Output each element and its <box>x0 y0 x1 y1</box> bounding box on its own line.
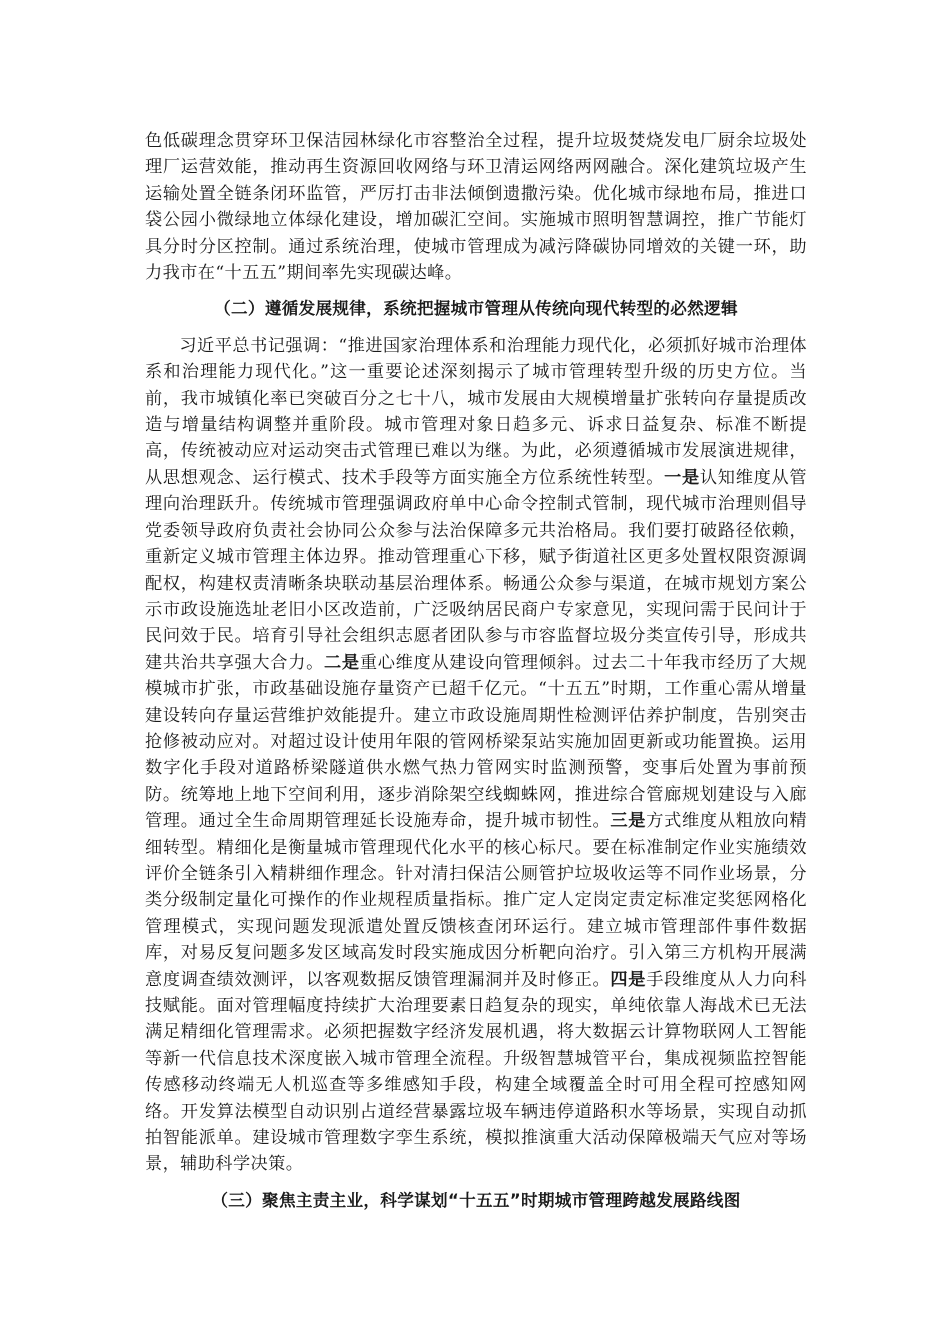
lead-marker: 三是 <box>610 811 647 832</box>
point-text: 手段维度从人力向科技赋能。面对管理幅度持续扩大治理要素日趋复杂的现实，单纯依靠人海战术已无法满足精细化管理需求。必须把握数字经济发展机遇，将大数据云计算物联网人工智能等新一代信息技术深度嵌入城市管理全流程。升级智慧城管平台，集成视频监控智能传感移动终端无人机巡查等多维感知手段，构建全域覆盖全时可用全程可控感知网络。开发算法模型自动识别占道经营暴露垃圾车辆违停道路积水等场景，实现自动抓拍智能派单。建设城市管理数字孪生系统，模拟推演重大活动保障极端天气应对等场景，辅助科学决策。 <box>145 969 808 1175</box>
lead-marker: 一是 <box>664 467 700 488</box>
paragraph-intro: 习近平总书记强调：“推进国家治理体系和治理能力现代化，必须抓好城市治理体系和治理能力现代化。”这一重要论述深刻揭示了城市管理转型升级的历史方位。当前，我市城镇化率已突破百分之七十八，城市发展由大规模增量扩张转向存量提质改造与增量结构调整并重阶段。城市管理对象日趋多元、诉求日益复杂、标准不断提高，传统被动应对运动突击式管理已难以为继。为此，必须遵循城市发展演进规律，从思想观念、运行模式、技术手段等方面实施全方位系统性转型。 <box>145 335 807 488</box>
point-text: 认知维度从管理向治理跃升。传统城市管理强调政府单中心命令控制式管制，现代城市治理则倡导党委领导政府负责社会协同公众参与法治保障多元共治格局。我们要打破路径依赖，重新定义城市管理主体边界。推动管理重心下移，赋予街道社区更多处置权限资源调配权，构建权责清晰条块联动基层治理体系。畅通公众参与渠道，在城市规划方案公示市政设施选址老旧小区改造前，广泛吸纳居民商户专家意见，实现问需于民问计于民问效于民。培育引导社会组织志愿者团队参与市容监督垃圾分类宣传引导，形成共建共治共享强大合力。 <box>145 467 807 673</box>
lead-marker: 二是 <box>324 652 360 673</box>
body-paragraph <box>145 333 807 1178</box>
section-heading: （三）聚焦主责主业，科学谋划“十五五”时期城市管理跨越发展路线图 <box>211 1190 741 1210</box>
point-text: 方式维度从粗放向精细转型。精细化是衡量城市管理现代化水平的核心标尺。要在标准制定作业实施绩效评价全链条引入精耕细作理念。针对清扫保洁公厕管护垃圾收运等不同作业场景，分类分级制定量化可操作的作业规程质量指标。推广定人定岗定责定标准定奖惩网格化管理模式，实现问题发现派遣处置反馈核查闭环运行。建立城市管理部件事件数据库，对易反复问题多发区域高发时段实施成因分析靶向治疗。引入第三方机构开展满意度调查绩效测评，以客观数据反馈管理漏洞并及时修正。 <box>145 811 808 990</box>
document-page <box>145 128 807 1214</box>
point-text: 重心维度从建设向管理倾斜。过去二十年我市经历了大规模城市扩张，市政基础设施存量资产已超千亿元。“十五五”时期，工作重心需从增量建设转向存量运营维护效能提升。建立市政设施周期性检测评估养护制度，告别突击抢修被动应对。对超过设计使用年限的管网桥梁泵站实施加固更新或功能置换。运用数字化手段对道路桥梁隧道供水燃气热力管网实时监测预警，变事后处置为事前预防。统筹地上地下空间利用，逐步消除架空线蜘蛛网，推进综合管廊规划建设与入廊管理。通过全生命周期管理延长设施寿命，提升城市韧性。 <box>145 652 807 832</box>
lead-marker: 四是 <box>610 969 647 990</box>
body-paragraph: 色低碳理念贯穿环卫保洁园林绿化市容整治全过程，提升垃圾焚烧发电厂厨余垃圾处理厂运营效能，推动再生资源回收网络与环卫清运网络两网融合。深化建筑垃圾产生运输处置全链条闭环监管，严厉打击非法倾倒遗撒污染。优化城市绿地布局，推进口袋公园小微绿地立体绿化建设，增加碳汇空间。实施城市照明智慧调控，推广节能灯具分时分区控制。通过系统治理，使城市管理成为减污降碳协同增效的关键一环，助力我市在“十五五”期间率先实现碳达峰。 <box>145 131 807 284</box>
section-heading: （二）遵循发展规律，系统把握城市管理从传统向现代转型的必然逻辑 <box>214 299 738 319</box>
